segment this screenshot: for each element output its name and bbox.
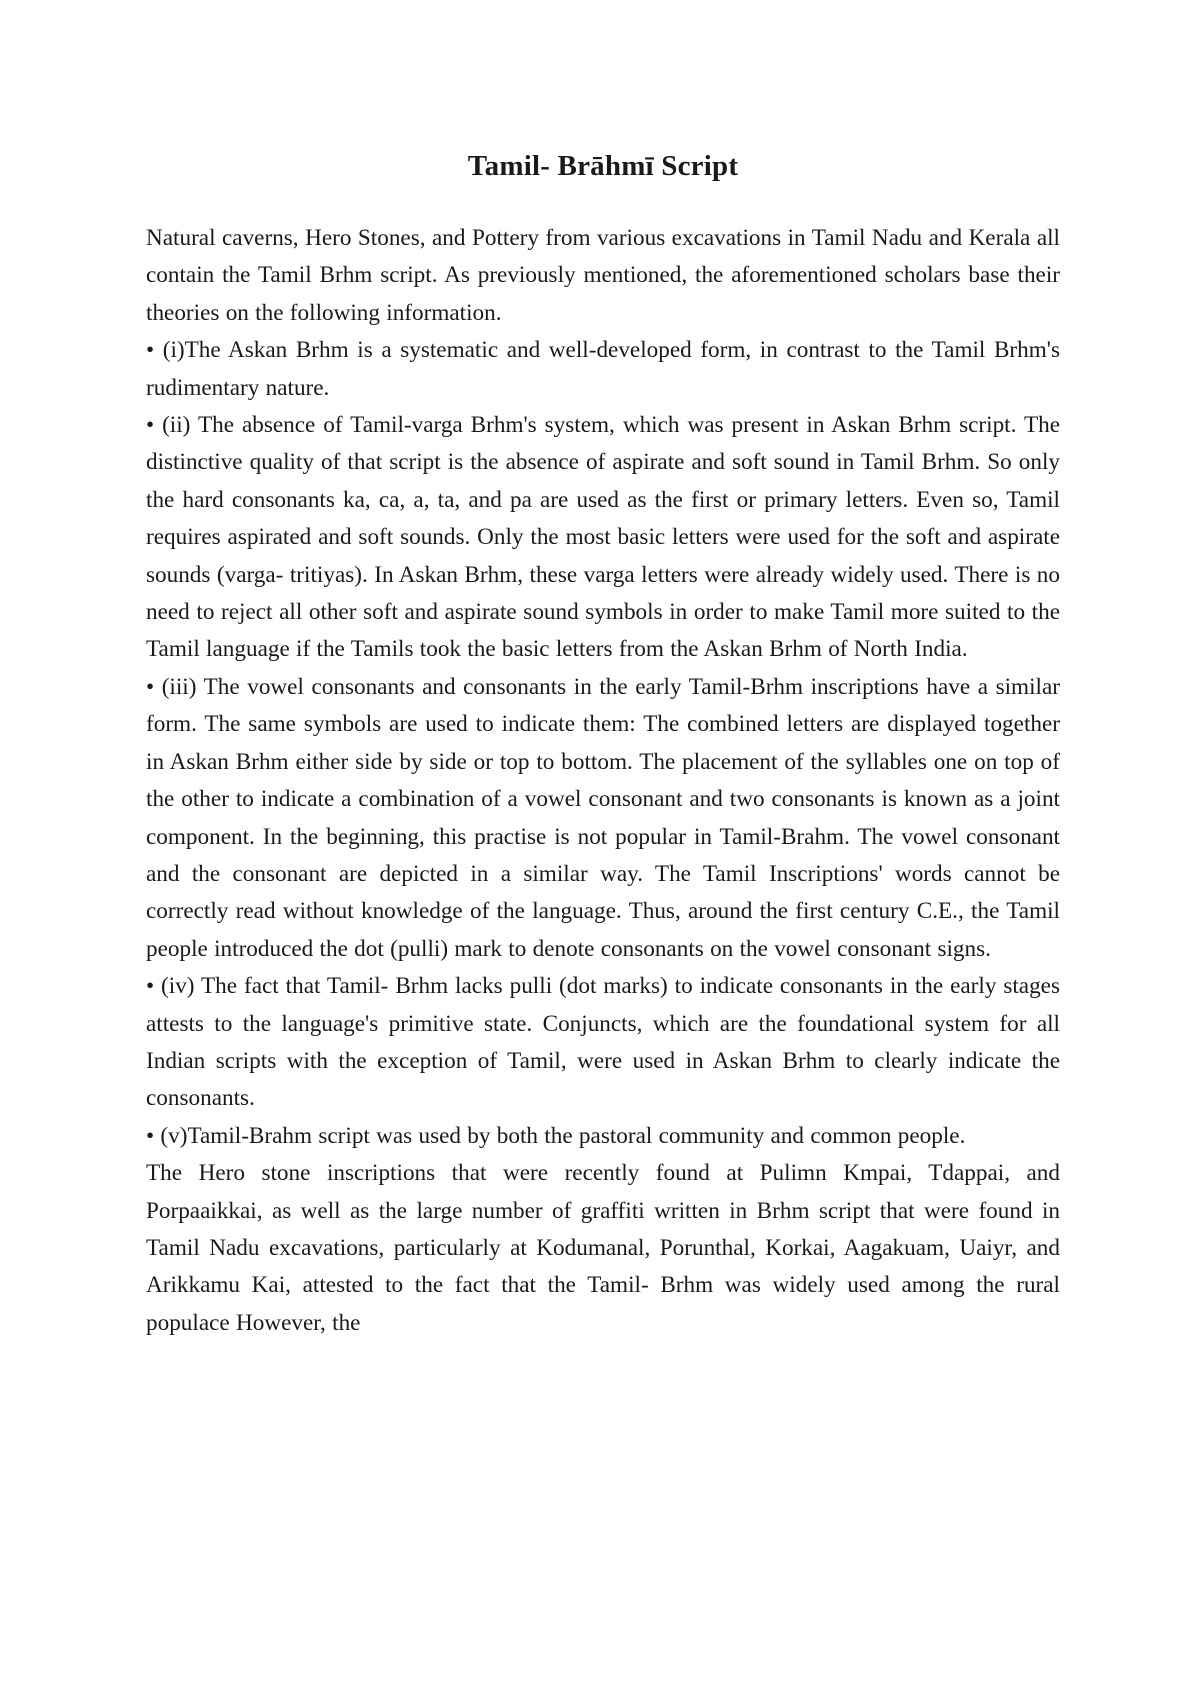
point-i-paragraph: • (i)The Askan Brhm is a systematic and well-developed form, in contrast to the Tamil Brhm's rudimentary nature.: [146, 337, 1060, 401]
point-v-paragraph: • (v)Tamil-Brahm script was used by both the pastoral community and common people.: [146, 1122, 966, 1149]
point-ii-paragraph: • (ii) The absence of Tamil-varga Brhm's system, which was present in Askan Brhm script. The distinctive quality of that script is the absence of aspirate and soft sound in Tamil Brhm. So only the hard consonants ka, ca, a, ta, and pa are used as the first or primary letters. Even so, Tamil requires aspirated and soft sounds. Only the most basic letters were used for the soft and aspirate sounds (varga- tritiyas). In Askan Brhm, these varga letters were already widely used. There is no need to reject all other soft and aspirate sound symbols in order to make Tamil more suited to the Tamil language if the Tamils took the basic letters from the Askan Brhm of North India.: [146, 412, 1060, 663]
hero-stone-paragraph: The Hero stone inscriptions that were recently found at Pulimn Kmpai, Tdappai, and Porpaaikkai, as well as the large number of graffiti written in Brhm script that were found in Tamil Nadu excavations, particularly at Kodumanal, Porunthal, Korkai, Aagakuam, Uaiyr, and Arikkamu Kai, attested to the fact that the Tamil- Brhm was widely used among the rural populace However, the: [146, 1160, 1060, 1336]
document-title: Tamil- Brāhmī Script: [467, 150, 739, 182]
intro-paragraph: Natural caverns, Hero Stones, and Pottery from various excavations in Tamil Nadu and Kerala all contain the Tamil Brhm script. As previously mentioned, the aforementioned scholars base their theories on the following information.: [146, 225, 1060, 326]
point-iv-paragraph: • (iv) The fact that Tamil- Brhm lacks pulli (dot marks) to indicate consonants in the early stages attests to the language's primitive state. Conjuncts, which are the foundational system for all Indian scripts with the exception of Tamil, were used in Askan Brhm to clearly indicate the consonants.: [146, 973, 1060, 1112]
document-body: [146, 220, 1060, 1342]
document-page: [146, 146, 1060, 1342]
point-iii-paragraph: • (iii) The vowel consonants and consonants in the early Tamil-Brhm inscriptions have a similar form. The same symbols are used to indicate them: The combined letters are displayed together in Askan Brhm either side by side or top to bottom. The placement of the syllables one on top of the other to indicate a combination of a vowel consonant and two consonants is known as a joint component. In the beginning, this practise is not popular in Tamil-Brahm. The vowel consonant and the consonant are depicted in a similar way. The Tamil Inscriptions' words cannot be correctly read without knowledge of the language. Thus, around the first century C.E., the Tamil people introduced the dot (pulli) mark to denote consonants on the vowel consonant signs.: [146, 673, 1060, 962]
